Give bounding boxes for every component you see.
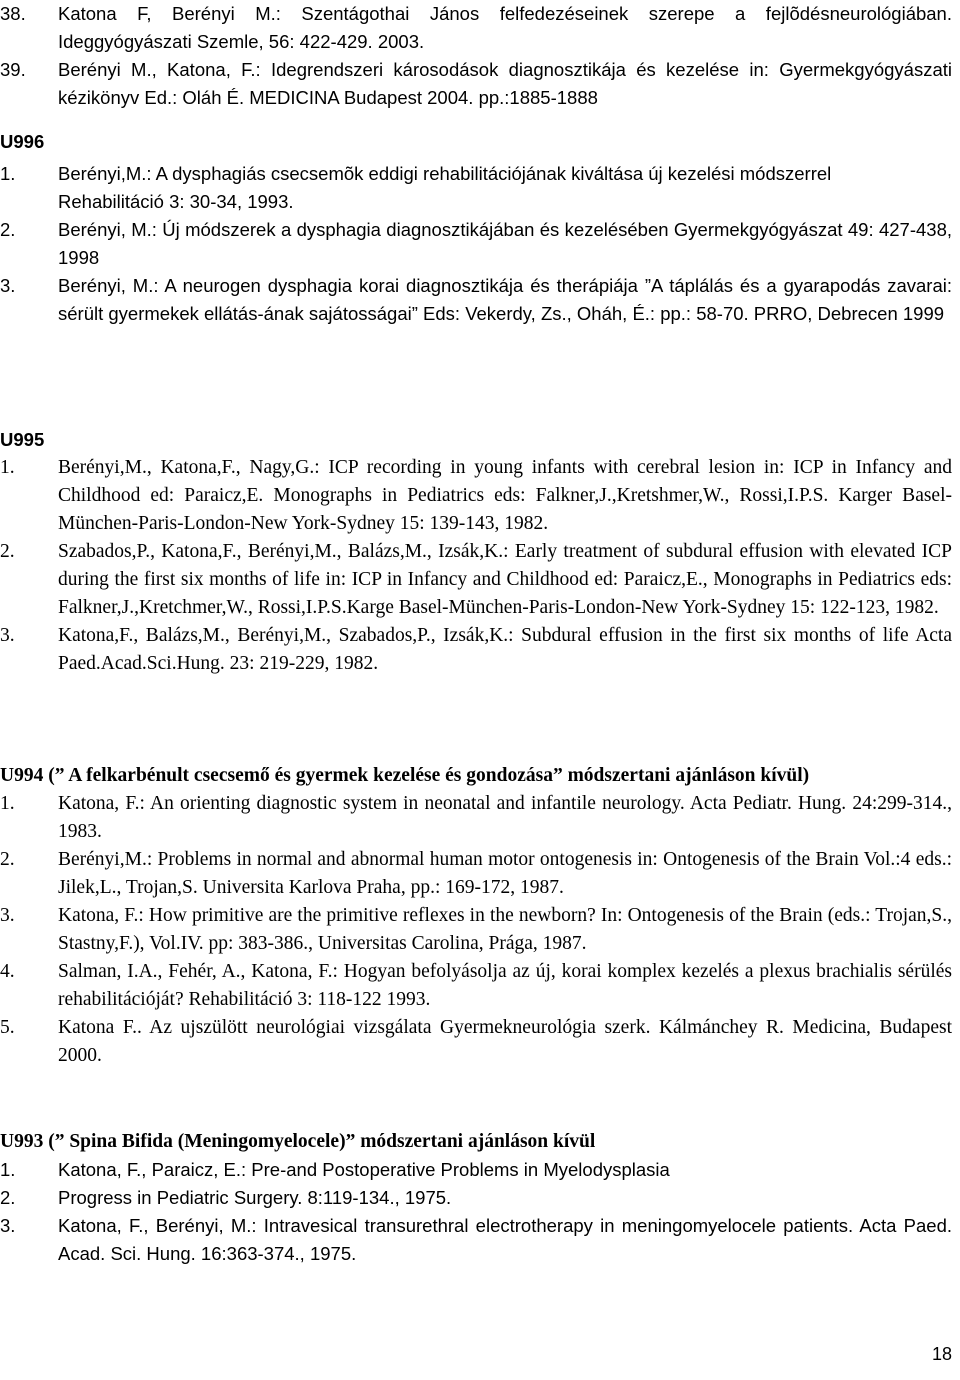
item-text: Berényi,M.: Problems in normal and abnormal human motor ontogenesis in: Ontogenesis of the Brain Vol.:4 eds.: Jilek,L., Trojan,S. Universita Karlova Praha, pp.: 169-172, 1987. (58, 849, 952, 898)
item-number: 4. (0, 961, 15, 982)
item-text: Salman, I.A., Fehér, A., Katona, F.: Hogyan befolyásolja az új, korai komplex kezelés a plexus brachialis sérülés rehabilitációját? Rehabilitáció 3: 118-122 1993. (58, 961, 952, 1010)
item-text: Berényi, M.: A neurogen dysphagia korai diagnosztikája és therápiája ”A táplálás és a gyarapodás zavarai: sérült gyermekek ellátás-ának sajátosságai” Eds: Vekerdy, Zs., Oháh, É.: pp.: 58-70. PRRO, Debrecen 1999 (58, 275, 952, 324)
list-item (0, 902, 952, 958)
section-heading: U996 (0, 131, 45, 152)
item-text: Katona, F., Paraicz, E.: Pre-and Postoperative Problems in Myelodysplasia (58, 1159, 670, 1180)
section-u993 (0, 1128, 960, 1268)
list-item (0, 216, 952, 272)
item-text: Katona, F., Berényi, M.: Intravesical transurethral electrotherapy in meningomyelocele patients. Acta Paed. Acad. Sci. Hung. 16:363-374., 1975. (58, 1215, 952, 1264)
item-number: 1. (0, 457, 15, 478)
section-u994 (0, 762, 960, 1070)
list-item (0, 56, 952, 112)
item-number: 2. (0, 849, 15, 870)
item-text: Berényi M., Katona, F.: Idegrendszeri károsodások diagnosztikája és kezelése in: Gyermekgyógyászati kézikönyv Ed.: Oláh É. MEDICINA Budapest 2004. pp.:1885-1888 (58, 59, 952, 108)
section-heading: U995 (0, 429, 45, 450)
item-number: 3. (0, 1215, 16, 1236)
list-item (0, 622, 952, 678)
item-text: Berényi,M., Katona,F., Nagy,G.: ICP recording in young infants with cerebral lesion in: ICP in Infancy and Childhood ed: Paraicz,E. Monographs in Pediatrics eds: Falkner,J.,Kretshmer,W., Rossi,I.P.S. Karger Basel-München-Paris-London-New York-Sydney 15: 139-143, 1982. (58, 457, 952, 534)
item-text: Katona, F.: How primitive are the primitive reflexes in the newborn? In: Ontogenesis of the Brain (eds.: Trojan,S., Stastny,F.), Vol.IV. pp: 383-386., Universitas Carolina, Prága, 1987. (58, 905, 952, 954)
section-top (0, 0, 960, 112)
list-item (0, 454, 952, 538)
item-text: Katona F.. Az ujszülött neurológiai vizsgálata Gyermekneurológia szerk. Kálmánchey R. Medicina, Budapest 2000. (58, 1017, 952, 1066)
item-number: 3. (0, 275, 16, 296)
item-text: Progress in Pediatric Surgery. 8:119-134., 1975. (58, 1187, 452, 1208)
section-heading: U994 (” A felkarbénult csecsemő és gyermek kezelése és gondozása” módszertani ajánláson kívül) (0, 765, 810, 786)
item-number: 2. (0, 541, 15, 562)
item-text: Katona,F., Balázs,M., Berényi,M., Szabados,P., Izsák,K.: Subdural effusion in the first six months of life Acta Paed.Acad.Sci.Hung. 23: 219-229, 1982. (58, 625, 952, 674)
item-number: 2. (0, 1187, 16, 1208)
section-u996 (0, 128, 960, 328)
item-number: 3. (0, 905, 15, 926)
item-text: Berényi, M.: Új módszerek a dysphagia diagnosztikájában és kezelésében Gyermekgyógyászat 49: 427-438, 1998 (58, 219, 952, 268)
list-item (0, 958, 952, 1014)
item-number: 5. (0, 1017, 15, 1038)
list-item (0, 1156, 952, 1184)
list-item (0, 846, 952, 902)
list-item (0, 1212, 952, 1268)
list-item (0, 1184, 952, 1212)
item-number: 2. (0, 219, 16, 240)
section-heading: U993 (” Spina Bifida (Meningomyelocele)” módszertani ajánláson kívül (0, 1131, 596, 1152)
item-number: 38. (0, 3, 26, 24)
item-number: 1. (0, 163, 16, 184)
list-item (0, 272, 952, 328)
list-item (0, 790, 952, 846)
item-text: Berényi,M.: A dysphagiás csecsemõk eddigi rehabilitációjának kiváltása új kezelési módszerrel (58, 163, 832, 184)
item-number: 39. (0, 59, 26, 80)
list-item (0, 538, 952, 622)
section-u995 (0, 426, 960, 678)
list-item (0, 188, 952, 216)
item-number: 1. (0, 793, 15, 814)
item-text: Szabados,P., Katona,F., Berényi,M., Balázs,M., Izsák,K.: Early treatment of subdural effusion with elevated ICP during the first six months of life in: ICP in Infancy and Childhood ed: Paraicz,E., Monographs in Pediatrics eds: Falkner,J.,Kretchmer,W., Rossi,I.P.S.Karge Basel-München-Paris-London-New York-Sydney 15: 122-123, 1982. (58, 541, 952, 618)
item-text: Katona, F.: An orienting diagnostic system in neonatal and infantile neurology. Acta Pediatr. Hung. 24:299-314., 1983. (58, 793, 952, 842)
item-text: Rehabilitáció 3: 30-34, 1993. (58, 191, 294, 212)
list-item (0, 160, 952, 188)
list-item (0, 0, 952, 56)
item-number: 1. (0, 1159, 16, 1180)
item-text: Katona F, Berényi M.: Szentágothai János felfedezéseinek szerepe a fejlõdésneurológiában. Ideggyógyászati Szemle, 56: 422-429. 2003. (58, 3, 952, 52)
item-number: 3. (0, 625, 15, 646)
page-number: 18 (931, 1344, 952, 1364)
list-item (0, 1014, 952, 1070)
